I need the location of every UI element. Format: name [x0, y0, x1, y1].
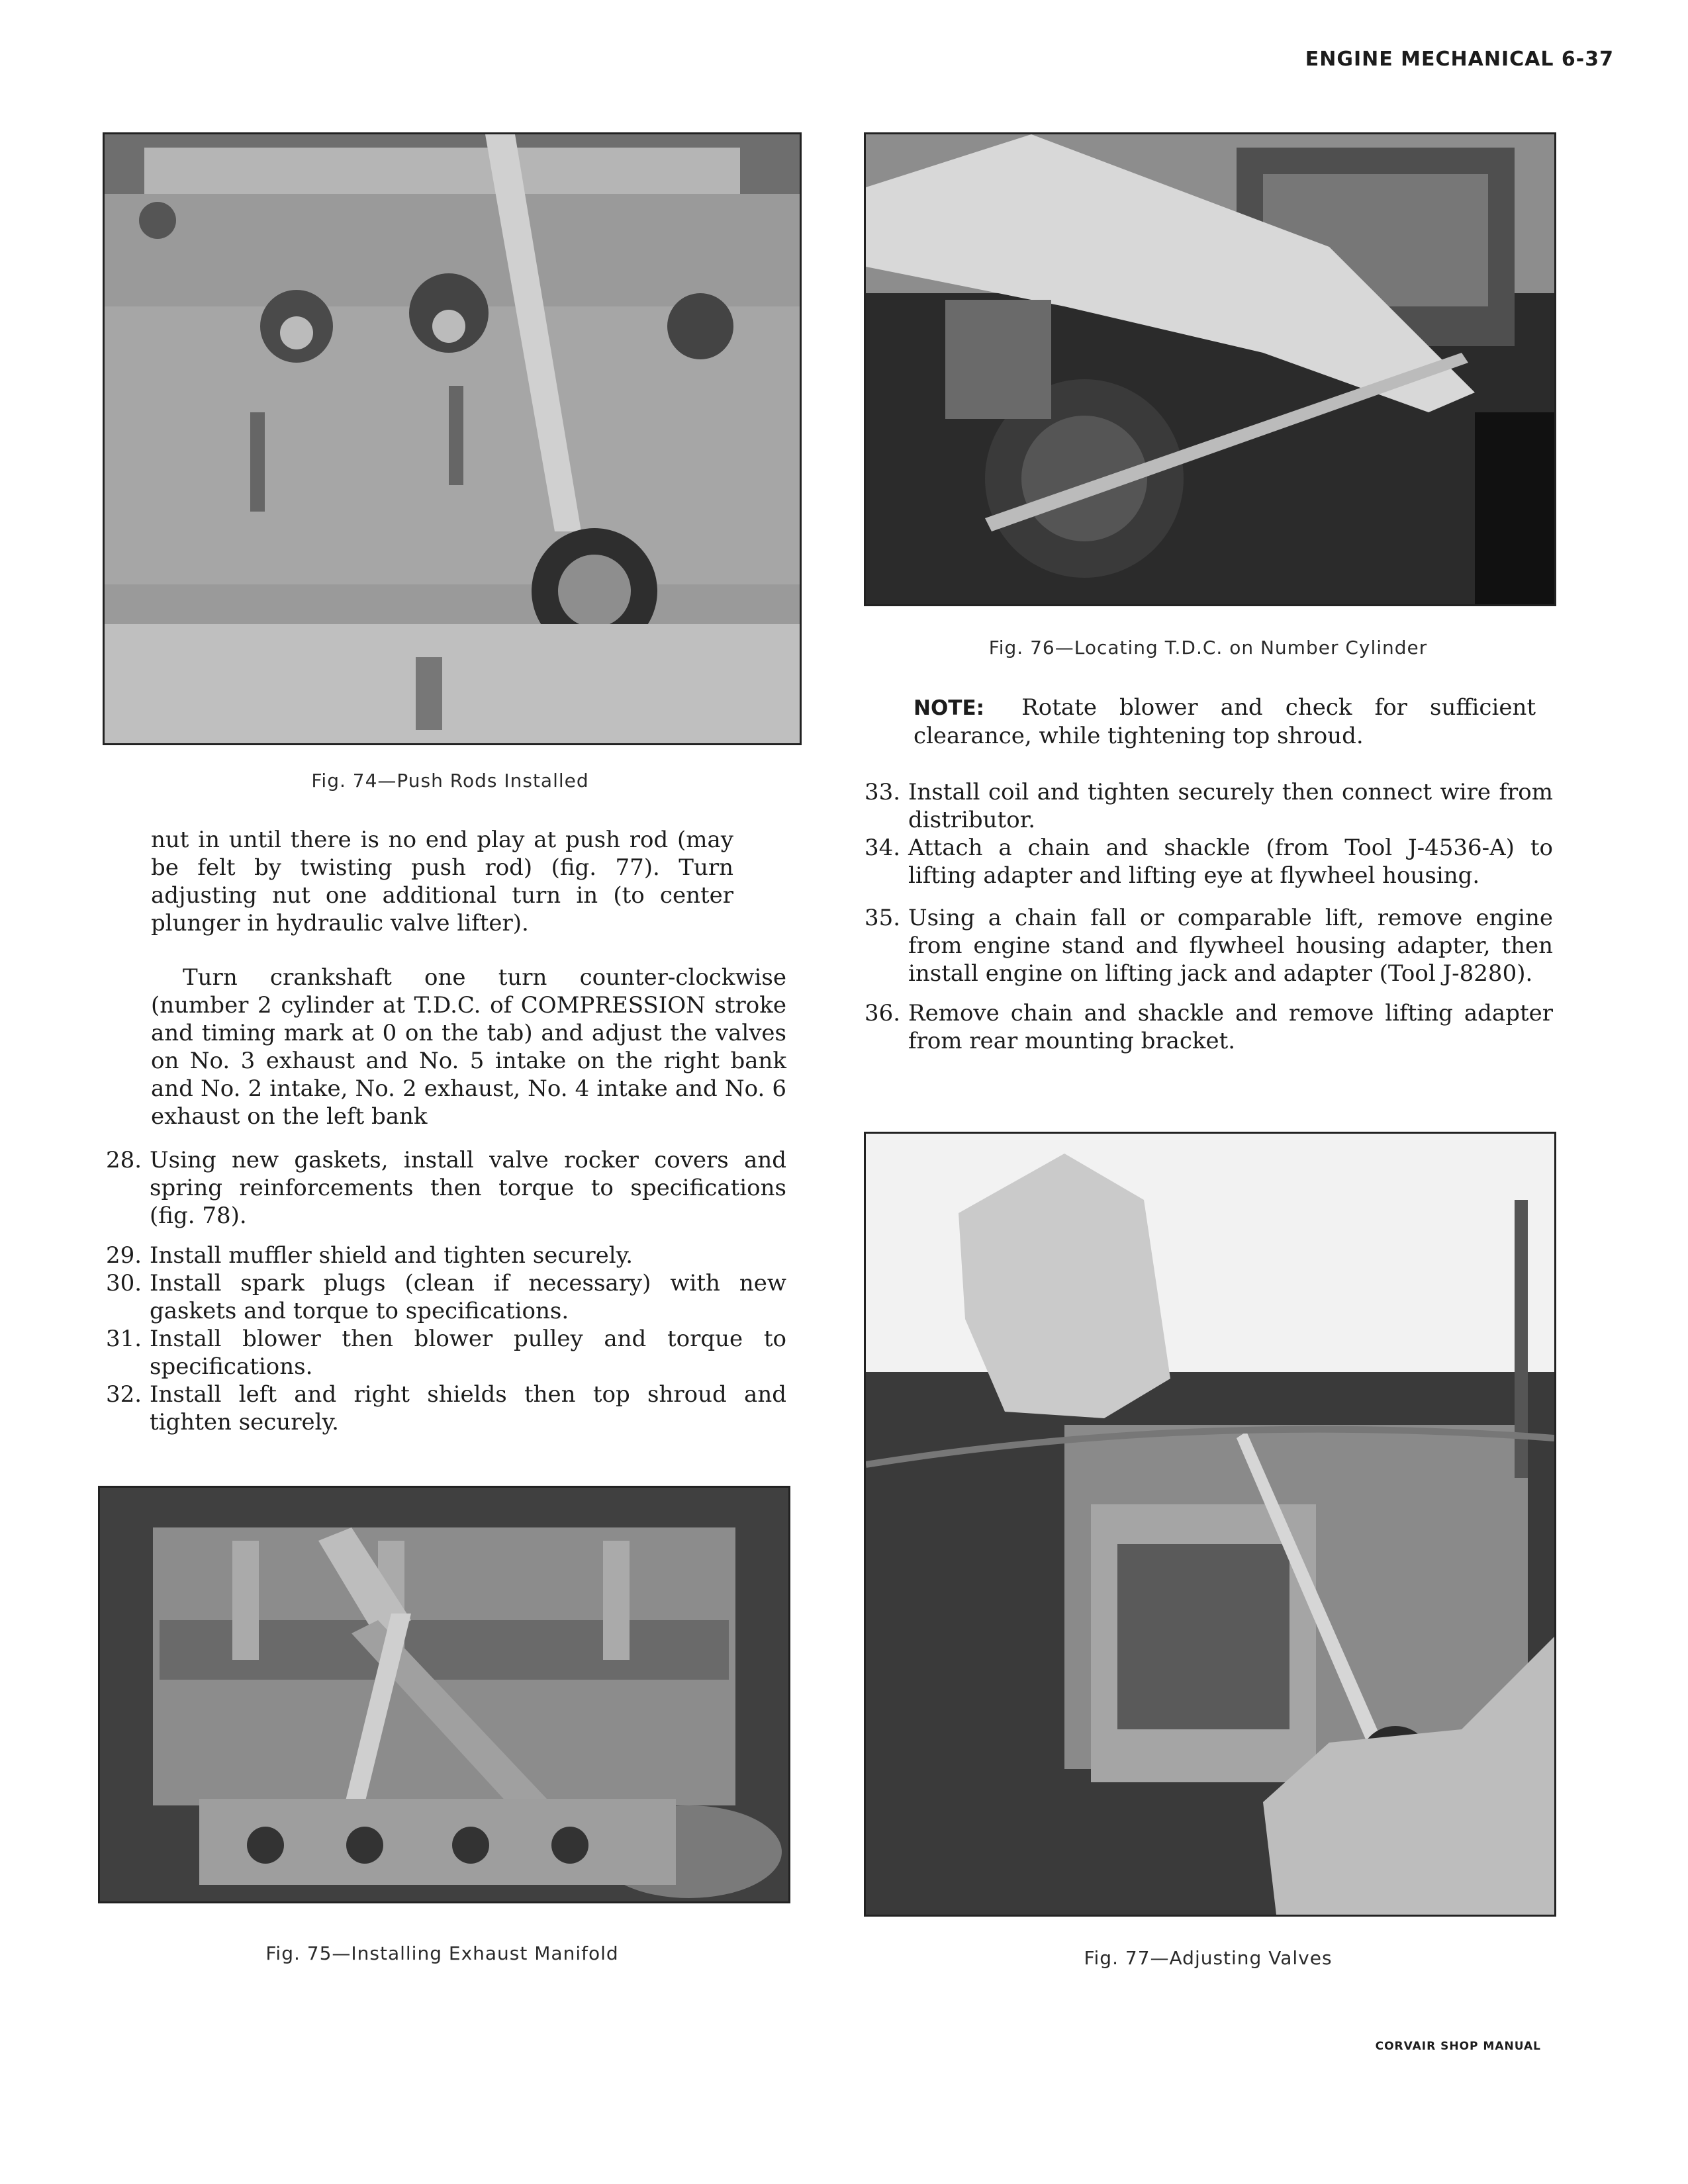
- step-text: Attach a chain and shackle (from Tool J-4536-A) to lifting adapter and lifting eye at flywheel housing.: [908, 835, 1553, 889]
- step-number: 36.: [865, 1000, 901, 1026]
- step-28: [106, 1146, 786, 1230]
- step-number: 28.: [106, 1147, 142, 1173]
- step-text: Install muffler shield and tighten securely.: [150, 1242, 633, 1269]
- step-34: [865, 834, 1553, 889]
- step-32: [106, 1381, 786, 1436]
- right-steps: [865, 778, 1553, 1055]
- paragraph-push-rod: nut in until there is no end play at push rod (may be felt by twisting push rod) (fig. 77). Turn adjusting nut one additional turn in (to center plunger in hydraulic valve lifter).: [151, 827, 733, 936]
- note: [914, 694, 1536, 750]
- step-text: Remove chain and shackle and remove lifting adapter from rear mounting bracket.: [908, 1000, 1553, 1054]
- step-text: Using new gaskets, install valve rocker covers and spring reinforcements then torque to specifications (fig. 78).: [150, 1147, 786, 1229]
- step-36: [865, 999, 1553, 1055]
- step-35: [865, 904, 1553, 987]
- step-text: Install spark plugs (clean if necessary) with new gaskets and torque to specifications.: [150, 1270, 786, 1324]
- figure-74-caption: Fig. 74—Push Rods Installed: [311, 770, 589, 792]
- step-number: 33.: [865, 779, 901, 805]
- step-number: 29.: [106, 1242, 142, 1269]
- step-31: [106, 1325, 786, 1381]
- note-label: NOTE:: [914, 696, 985, 720]
- page-footer: CORVAIR SHOP MANUAL: [1375, 2040, 1541, 2053]
- figure-77-caption: Fig. 77—Adjusting Valves: [1084, 1947, 1333, 1969]
- page-header: ENGINE MECHANICAL 6-37: [1305, 48, 1614, 71]
- left-column: [151, 826, 733, 937]
- figure-75-photo: [98, 1486, 790, 1903]
- paragraph-crankshaft: Turn crankshaft one turn counter-clockwise (number 2 cylinder at T.D.C. of COMPRESSION stroke and timing mark at 0 on the tab) and adjust the valves on No. 3 exhaust and No. 5 intake on the right bank and No. 2 intake, No. 2 exhaust, No. 4 intake and No. 6 exhaust on the left bank: [151, 964, 786, 1130]
- step-text: Using a chain fall or comparable lift, remove engine from engine stand and flywheel housing adapter, then install engine on lifting jack and adapter (Tool J-8280).: [908, 905, 1553, 987]
- step-30: [106, 1269, 786, 1325]
- note-text: Rotate blower and check for sufficient clearance, while tightening top shroud.: [914, 694, 1536, 749]
- figure-76-photo: [864, 132, 1556, 606]
- left-column-para2: [151, 964, 786, 1130]
- figure-75-caption: Fig. 75—Installing Exhaust Manifold: [265, 1942, 619, 1964]
- step-text: Install coil and tighten securely then connect wire from distributor.: [908, 779, 1553, 833]
- step-number: 32.: [106, 1381, 142, 1408]
- figure-74-photo: [103, 132, 802, 745]
- step-33: [865, 778, 1553, 834]
- step-text: Install left and right shields then top shroud and tighten securely.: [150, 1381, 786, 1435]
- step-text: Install blower then blower pulley and torque to specifications.: [150, 1326, 786, 1380]
- figure-76-caption: Fig. 76—Locating T.D.C. on Number Cylinder: [988, 637, 1428, 659]
- step-number: 35.: [865, 905, 901, 931]
- note-block: [914, 694, 1536, 750]
- left-steps: [106, 1146, 786, 1436]
- step-number: 34.: [865, 835, 901, 861]
- figure-77-photo: [864, 1132, 1556, 1917]
- step-number: 31.: [106, 1326, 142, 1352]
- step-number: 30.: [106, 1270, 142, 1297]
- step-29: [106, 1242, 786, 1269]
